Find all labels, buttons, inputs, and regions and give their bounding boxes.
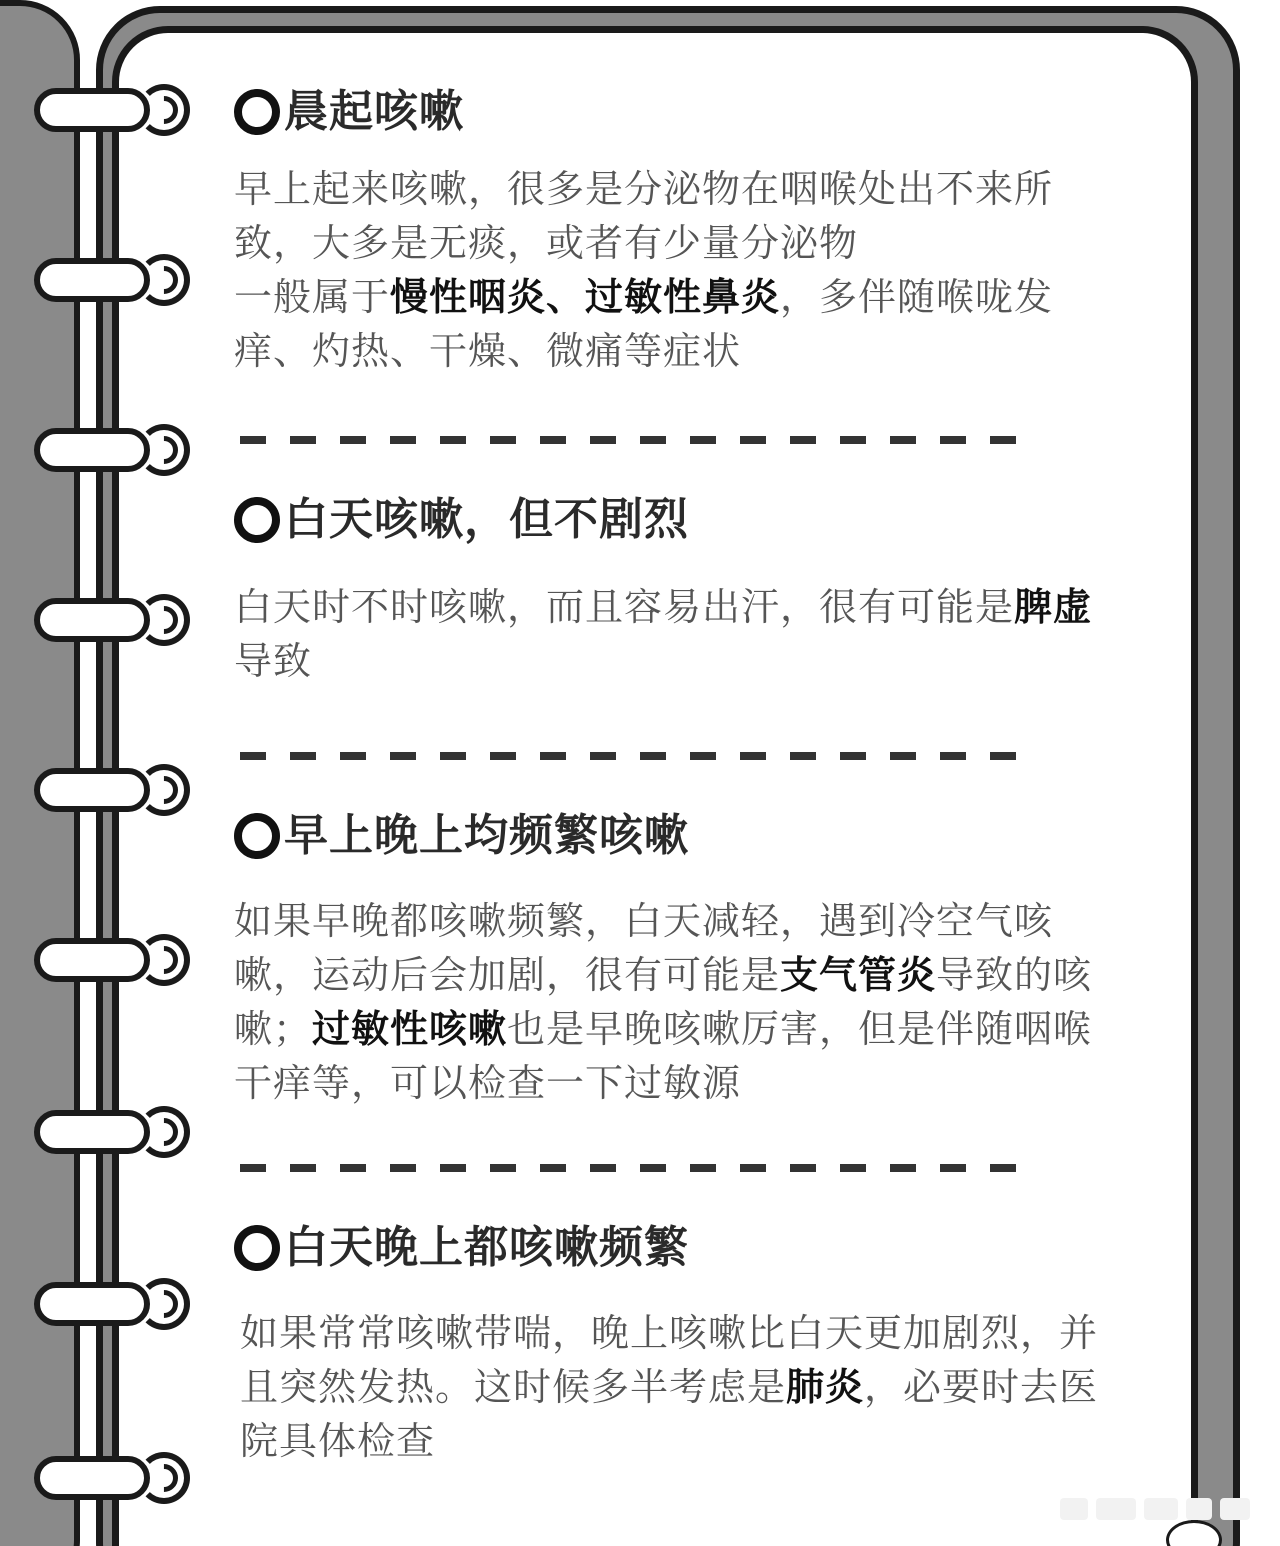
- section-body: [234, 1306, 1124, 1468]
- circle-bullet-icon: [234, 1225, 280, 1271]
- body-text-run: 早上起来咳嗽，很多是分泌物在咽喉处出不来所致，大多是无痰，或者有少量分泌物: [234, 167, 1054, 265]
- section-body: [234, 162, 1124, 378]
- circle-bullet-icon: [234, 89, 280, 135]
- section-body: [234, 894, 1124, 1110]
- binder-ring-icon: [34, 88, 174, 132]
- watermark: [1060, 1488, 1260, 1528]
- body-text-run: 导致: [234, 639, 313, 683]
- section-day-night-cough: [234, 1220, 1124, 1468]
- binder-ring-icon: [34, 598, 174, 642]
- section-heading: [234, 1220, 1124, 1276]
- section-heading: [234, 808, 1124, 864]
- emphasis-text: 慢性咽炎、过敏性鼻炎: [390, 275, 781, 319]
- binder-ring-icon: [34, 938, 174, 982]
- section-heading: [234, 84, 1124, 140]
- section-title: 白天咳嗽，但不剧烈: [284, 494, 689, 545]
- binder-ring-icon: [34, 428, 174, 472]
- body-text-run: ，必要时去医院具体检查: [240, 1365, 1099, 1463]
- section-morning-night-cough: [234, 808, 1124, 1110]
- body-text-run: ，多伴随喉咙发痒、灼热、干燥、微痛等症状: [234, 275, 1054, 373]
- body-text-run: 也是早晚咳嗽厉害，但是伴随咽喉干痒等，可以检查一下过敏源: [234, 1007, 1093, 1105]
- dashed-divider: [240, 436, 1020, 444]
- section-daytime-cough: [234, 492, 1124, 688]
- body-text-run: 如果常常咳嗽带喘，晚上咳嗽比白天更加剧烈，并且突然发热。这时候多半考虑是: [240, 1311, 1099, 1409]
- emphasis-text: 脾虚: [1014, 585, 1093, 629]
- body-text-run: 一般属于: [234, 275, 391, 319]
- emphasis-text: 过敏性咳嗽: [312, 1007, 508, 1051]
- section-title: 晨起咳嗽: [284, 86, 464, 137]
- section-body: [234, 580, 1124, 688]
- body-text-run: 导致的咳嗽；: [234, 953, 1093, 1051]
- section-morning-cough: [234, 84, 1124, 378]
- binder-ring-icon: [34, 1110, 174, 1154]
- dashed-divider: [240, 1164, 1020, 1172]
- body-text-run: 白天时不时咳嗽，而且容易出汗，很有可能是: [234, 585, 1015, 629]
- dashed-divider: [240, 752, 1020, 760]
- binder-ring-icon: [34, 1282, 174, 1326]
- section-title: 早上晚上均频繁咳嗽: [284, 810, 689, 861]
- binder-ring-icon: [34, 768, 174, 812]
- emphasis-text: 支气管炎: [780, 953, 937, 997]
- body-text-run: 如果早晚都咳嗽频繁，白天减轻，遇到冷空气咳嗽，运动后会加剧，很有可能是: [234, 899, 1054, 997]
- circle-bullet-icon: [234, 813, 280, 859]
- binder-ring-icon: [34, 1456, 174, 1500]
- binder-ring-icon: [34, 258, 174, 302]
- emphasis-text: 肺炎: [786, 1365, 865, 1409]
- section-title: 白天晚上都咳嗽频繁: [284, 1222, 689, 1273]
- section-heading: [234, 492, 1124, 548]
- circle-bullet-icon: [234, 497, 280, 543]
